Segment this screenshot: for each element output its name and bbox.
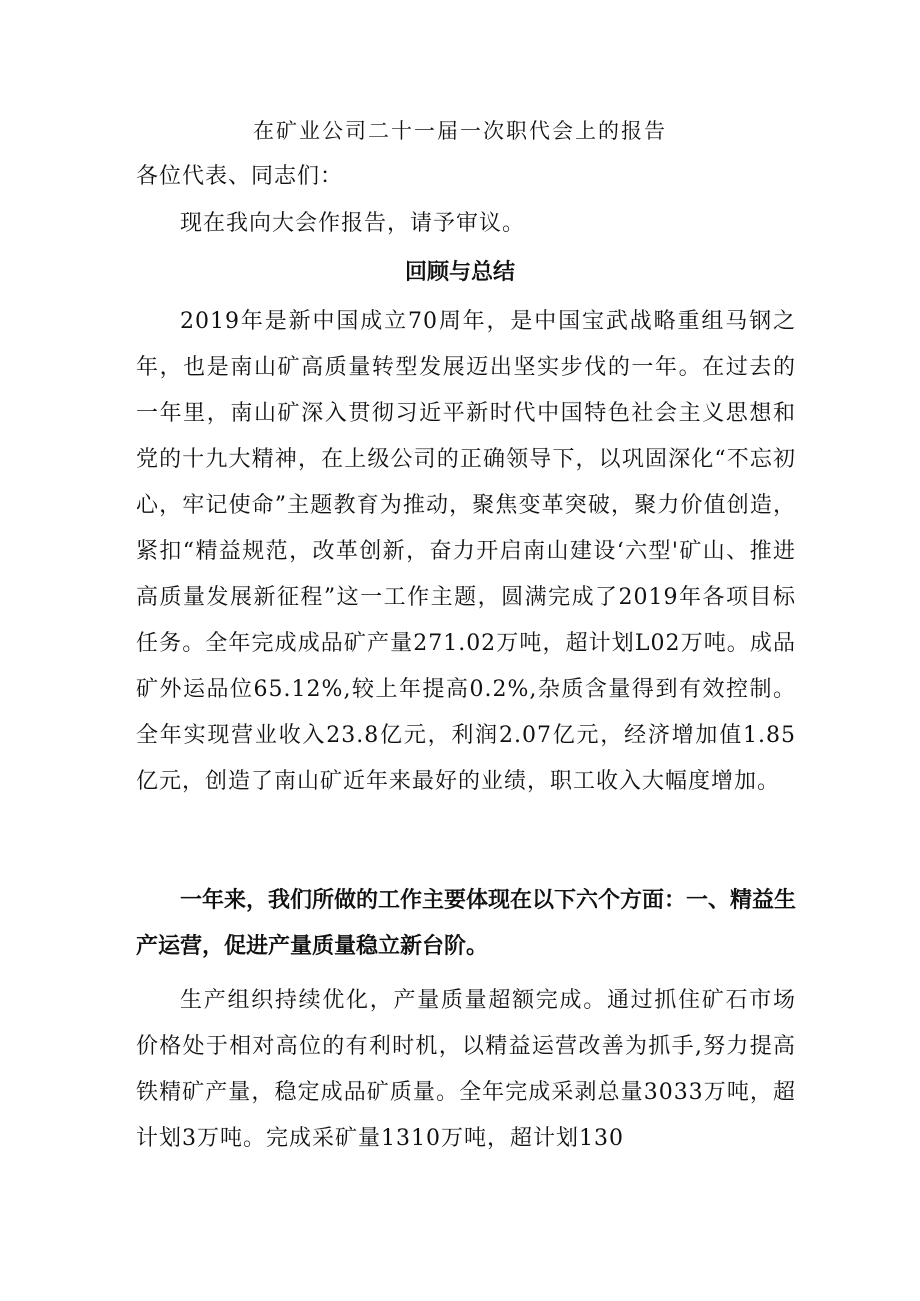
document-title: 在矿业公司二十一届一次职代会上的报告 (253, 119, 667, 143)
intro-sentence: 现在我向大会作报告，请予审议。 (180, 211, 526, 236)
salutation: 各位代表、同志们： (136, 164, 344, 189)
body-paragraph-production: 生产组织持续优化，产量质量超额完成。通过抓住矿石市场价格处于相对高位的有利时机，以精益运营改善为抓手,努力提高铁精矿产量，稳定成品矿质量。全年完成采剥总量3033万吨，超计划3万吨。完成采矿量1310万吨，超计划130 (136, 988, 796, 1151)
body-paragraph-summary: 2019年是新中国成立70周年，是中国宝武战略重组马钢之年，也是南山矿高质量转型发展迈出坚实步伐的一年。在过去的一年里，南山矿深入贯彻习近平新时代中国特色社会主义思想和党的十九大精神，在上级公司的正确领导下，以巩固深化“不忘初心，牢记使命”主题教育为推动，聚焦变革突破，聚力价值创造，紧扣“精益规范，改革创新，奋力开启南山建设‘六型'矿山、推进高质量发展新征程”这一工作主题，圆满完成了2019年各项目标任务。全年完成成品矿产量271.02万吨，超计划L02万吨。成品矿外运品位65.12%,较上年提高0.2%,杂质含量得到有效控制。全年实现营业收入23.8亿元，利润2.07亿元，经济增加值1.85亿元，创造了南山矿近年来最好的业绩，职工收入大幅度增加。 (136, 309, 796, 794)
subheading-six-aspects: 一年来，我们所做的工作主要体现在以下六个方面：一、精益生产运营，促进产量质量稳立新台阶。 (136, 888, 797, 959)
section-heading: 回顾与总结 (404, 260, 515, 285)
